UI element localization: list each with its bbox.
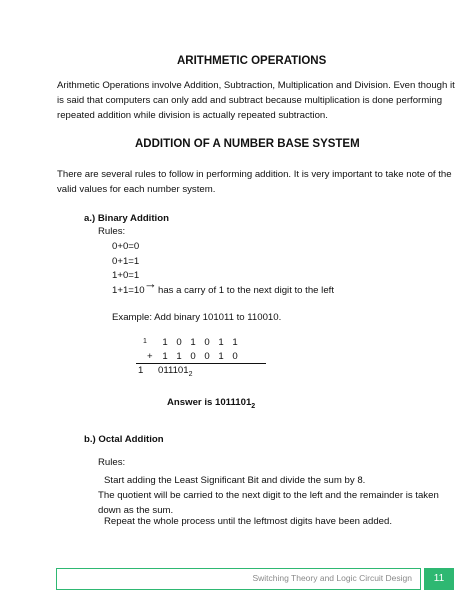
binary-rule-1: 0+0=0 [112, 241, 140, 252]
rules-intro-line-1: There are several rules to follow in performing addition. It is very important to take note of the [57, 169, 452, 180]
digit: 1 [176, 351, 182, 362]
addend-row-2 [158, 351, 242, 362]
digit: 0 [176, 337, 182, 348]
digit: 0 [232, 351, 238, 362]
section-heading-arithmetic: ARITHMETIC OPERATIONS [177, 55, 327, 67]
addend-row-1 [158, 337, 242, 348]
footer-bar [56, 568, 421, 590]
binary-rule-4: 1+1=10 [112, 285, 145, 296]
digit: 1 [162, 337, 168, 348]
carry-mark: 1 [143, 338, 147, 345]
digit: 1 [218, 337, 224, 348]
intro-line-2: is said that computers can only add and subtract because multiplication is done performing [57, 95, 443, 106]
rules-intro-line-2: valid values for each number system. [57, 184, 216, 195]
binary-rules-label: Rules: [98, 226, 126, 237]
page-number: 11 [424, 568, 454, 590]
digit: 0 [204, 337, 210, 348]
binary-rule-2: 0+1=1 [112, 256, 140, 267]
arrow-icon: → [144, 276, 157, 291]
sum-line [136, 363, 266, 364]
octal-rules-label: Rules: [98, 457, 126, 468]
base-subscript: 2 [188, 370, 193, 378]
digit: 1 [218, 351, 224, 362]
sum-digits: 011101 [158, 365, 189, 376]
digit: 0 [204, 351, 210, 362]
intro-line-1: Arithmetic Operations involve Addition, Subtraction, Multiplication and Division. Even though it [57, 80, 455, 91]
binary-addition-title: a.) Binary Addition [84, 213, 169, 224]
octal-rule-line-2: The quotient will be carried to the next digit to the left and the remainder is taken [98, 490, 439, 501]
carry-note: has a carry of 1 to the next digit to the left [158, 285, 334, 296]
binary-example: Example: Add binary 101011 to 110010. [112, 312, 282, 323]
digit: 1 [190, 337, 196, 348]
octal-rule-line-1: Start adding the Least Significant Bit and divide the sum by 8. [104, 475, 366, 486]
footer-title: Switching Theory and Logic Circuit Design [252, 573, 412, 583]
result-carry: 1 [138, 365, 144, 376]
binary-answer [167, 397, 255, 410]
octal-rule-line-3: down as the sum. [98, 505, 174, 516]
sum-result [158, 365, 193, 378]
octal-rule-line-4: Repeat the whole process until the leftmost digits have been added. [104, 516, 392, 527]
answer-subscript: 2 [251, 402, 256, 410]
answer-text: Answer is 1011101 [167, 397, 252, 408]
octal-addition-title: b.) Octal Addition [84, 434, 164, 445]
digit: 0 [190, 351, 196, 362]
plus-sign: + [147, 351, 153, 362]
binary-rule-3: 1+0=1 [112, 270, 140, 281]
digit: 1 [232, 337, 238, 348]
section-heading-addition: ADDITION OF A NUMBER BASE SYSTEM [135, 138, 360, 150]
intro-line-3: repeated addition while division is actually repeated subtraction. [57, 110, 328, 121]
digit: 1 [162, 351, 168, 362]
